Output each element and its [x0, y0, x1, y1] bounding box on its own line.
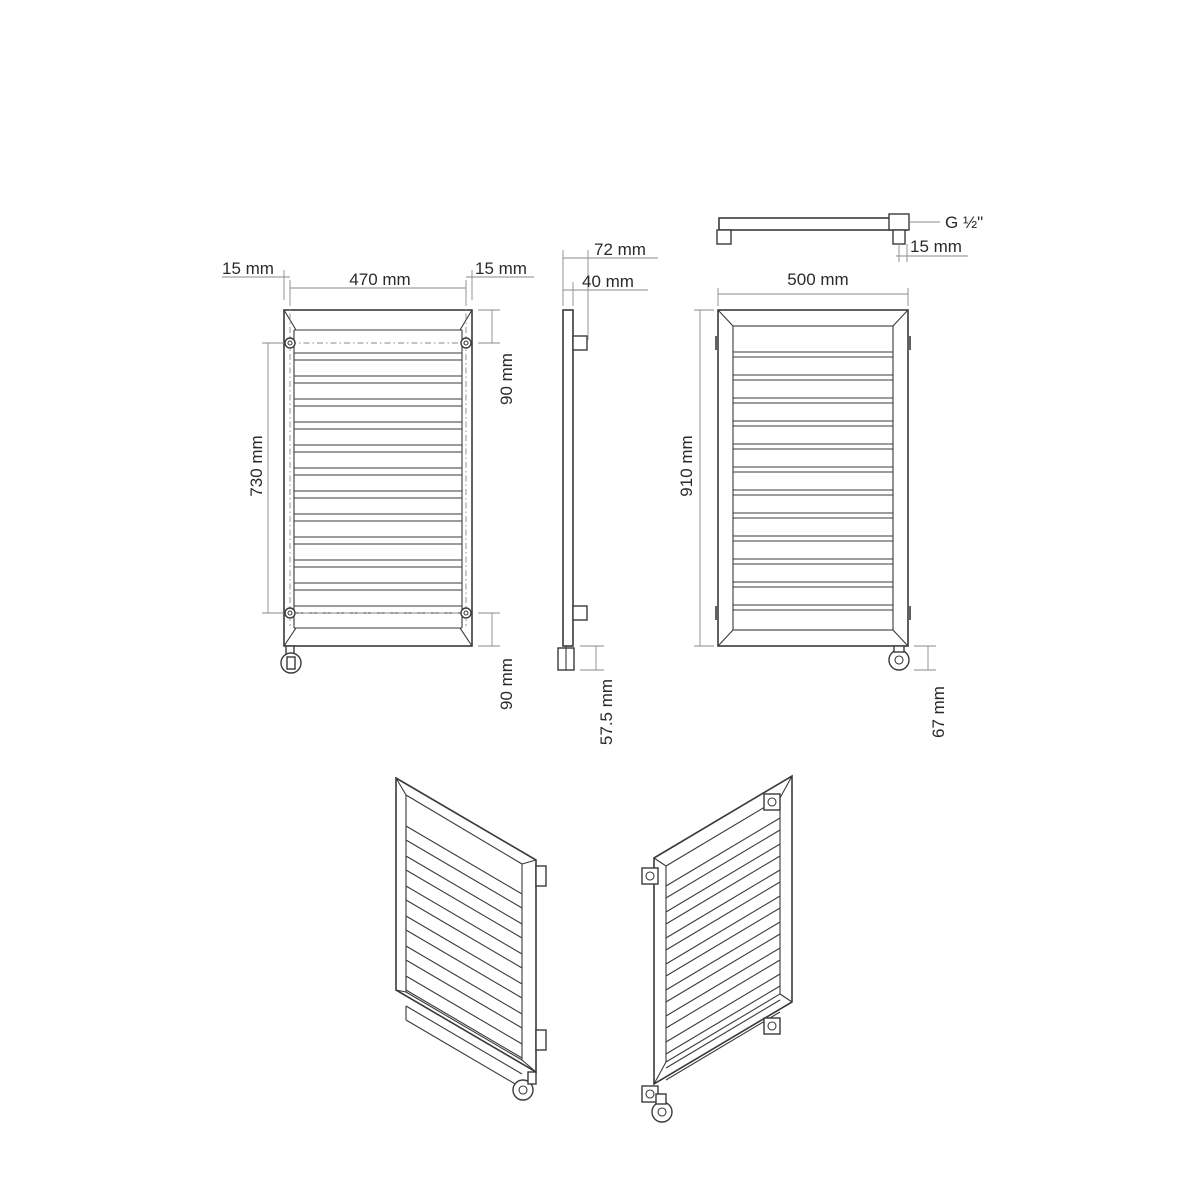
radiator-side-view	[558, 310, 587, 670]
slat-edge	[406, 870, 522, 938]
back-valve-drop-label: 67 mm	[929, 686, 948, 738]
slat-edge	[406, 886, 522, 954]
radiator-isometric-back	[396, 778, 546, 1100]
front-bottom-offset-label: 90 mm	[497, 658, 516, 710]
slat-edge	[666, 870, 780, 938]
front-axis-height-label: 730 mm	[247, 435, 266, 497]
top-offset-label: 15 mm	[910, 237, 962, 256]
radiator-back-view	[716, 310, 910, 670]
slat-edge	[666, 974, 780, 1042]
slat-edge	[666, 934, 780, 1002]
front-left-margin-label: 15 mm	[222, 259, 274, 278]
side-depth-wall-label: 40 mm	[582, 272, 634, 291]
back-height-label: 910 mm	[677, 435, 696, 497]
slat-edge	[666, 882, 780, 950]
slat-edge	[406, 916, 522, 984]
slat-edge	[406, 960, 522, 1028]
radiator-front-view	[281, 300, 472, 673]
front-width-label: 470 mm	[349, 270, 411, 289]
slat-edge	[406, 1006, 522, 1074]
back-width-label: 500 mm	[787, 270, 849, 289]
slat-edge	[666, 960, 780, 1028]
front-top-offset-label: 90 mm	[497, 353, 516, 405]
slat-edge	[406, 840, 522, 908]
slat-edge	[666, 1012, 780, 1080]
slat-edge	[666, 856, 780, 924]
slat-edge	[406, 976, 522, 1044]
thermostatic-valve-icon	[281, 646, 301, 673]
side-valve-drop-label: 57.5 mm	[597, 678, 616, 746]
slat-edge	[666, 908, 780, 976]
slat-edge	[406, 990, 522, 1058]
thermostatic-valve-icon	[889, 646, 909, 670]
slat-edge	[666, 844, 780, 912]
slat-edge	[666, 1000, 780, 1068]
connection-thread-label: G ½"	[945, 213, 984, 232]
slat-edge	[406, 930, 522, 998]
slat-edge	[666, 922, 780, 990]
slat-edge	[406, 826, 522, 894]
radiator-isometric-front	[642, 776, 792, 1122]
slat-edge	[666, 818, 780, 886]
slat-edge	[666, 948, 780, 1016]
slat-edge	[406, 946, 522, 1014]
slat-edge	[666, 896, 780, 964]
side-depth-total-label: 72 mm	[594, 240, 646, 259]
slat-edge	[406, 900, 522, 968]
slat-edge	[406, 856, 522, 924]
front-right-margin-label: 15 mm	[475, 259, 527, 278]
back-dimensions	[694, 288, 936, 670]
thermostatic-valve-icon	[513, 1072, 536, 1100]
